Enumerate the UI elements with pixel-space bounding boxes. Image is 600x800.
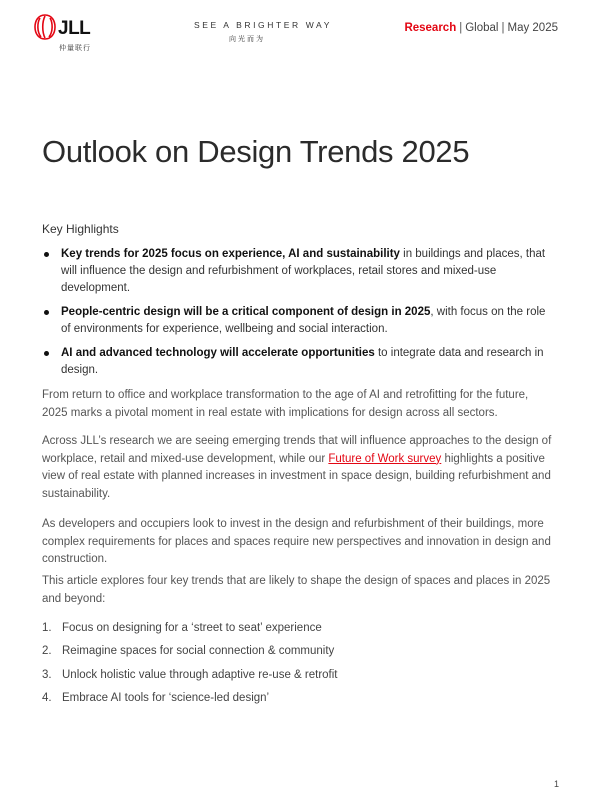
jll-logo-icon xyxy=(34,14,56,40)
tagline-chinese: 向光而为 xyxy=(229,36,265,43)
highlight-text: , with focus on the role of environments for experience, wellbeing and social interaction. xyxy=(61,306,546,335)
highlight-text: to integrate data and research in design. xyxy=(61,347,544,376)
page-number: 1 xyxy=(554,779,560,789)
research-paragraph xyxy=(42,433,557,503)
trends-list xyxy=(42,620,542,713)
highlight-bold: Key trends for 2025 focus on experience, AI and sustainability xyxy=(61,248,400,260)
trend-item xyxy=(42,620,542,643)
trend-number: 3. xyxy=(42,668,52,681)
trend-text: Focus on designing for a ‘street to seat’ experience xyxy=(62,622,322,634)
logo-chinese-name: 仲量联行 xyxy=(59,45,91,52)
intro-paragraph: From return to office and workplace transformation to the age of AI and retrofitting for the future, 2025 marks a pivotal moment in real estate with implications for design across all sectors. xyxy=(42,389,529,419)
highlight-item xyxy=(42,246,552,297)
highlight-item xyxy=(42,345,552,379)
trend-item xyxy=(42,667,542,690)
report-meta xyxy=(404,22,558,34)
trend-text: Embrace AI tools for ‘science-led design’ xyxy=(62,691,270,704)
meta-separator: | xyxy=(501,22,505,34)
trend-number: 4. xyxy=(42,691,52,704)
trend-number: 1. xyxy=(42,622,52,634)
key-highlights-list xyxy=(42,246,552,386)
highlight-item xyxy=(42,304,552,338)
highlight-text: in buildings and places, that will influence the design and refurbishment of workplaces, retail stores and mixed-use development. xyxy=(61,248,546,294)
tagline: SEE A BRIGHTER WAY xyxy=(194,20,332,30)
trend-item xyxy=(42,643,542,666)
meta-research: Research xyxy=(404,22,457,34)
logo-wordmark: JLL xyxy=(58,18,91,39)
research-paragraph-text: Across JLL’s research we are seeing emerging trends that will influence approaches to the design of workplace, retail and mixed-use development, while our xyxy=(42,435,552,465)
highlight-bold: People-centric design will be a critical component of design in 2025 xyxy=(61,306,431,318)
bullet-icon xyxy=(44,252,49,257)
page-header xyxy=(0,0,600,60)
trend-text: Reimagine spaces for social connection & community xyxy=(62,645,335,658)
trend-item xyxy=(42,690,542,713)
article-scope-paragraph: This article explores four key trends that are likely to shape the design of spaces and places in 2025 and beyond: xyxy=(42,575,551,605)
bullet-icon xyxy=(44,310,49,315)
meta-global: Global xyxy=(465,22,499,34)
trend-text: Unlock holistic value through adaptive re-use & retrofit xyxy=(62,668,338,681)
research-paragraph-text: highlights a positive view of real estate with planned increases in investment in space design, building refurbishment and sustainability. xyxy=(42,452,551,500)
meta-date: May 2025 xyxy=(507,22,558,34)
bullet-icon xyxy=(44,351,49,356)
investment-paragraph: As developers and occupiers look to invest in the design and refurbishment of their buildings, more complex requirements for places and spaces require new perspectives and innovation in design and construction. xyxy=(42,518,551,565)
key-highlights-label: Key Highlights xyxy=(42,222,119,236)
trend-number: 2. xyxy=(42,645,52,658)
jll-logo[interactable] xyxy=(34,14,94,54)
page-title: Outlook on Design Trends 2025 xyxy=(42,134,470,169)
meta-separator: | xyxy=(459,22,463,34)
highlight-bold: AI and advanced technology will accelerate opportunities xyxy=(61,347,375,359)
future-of-work-survey-link[interactable]: Future of Work survey xyxy=(328,452,442,465)
